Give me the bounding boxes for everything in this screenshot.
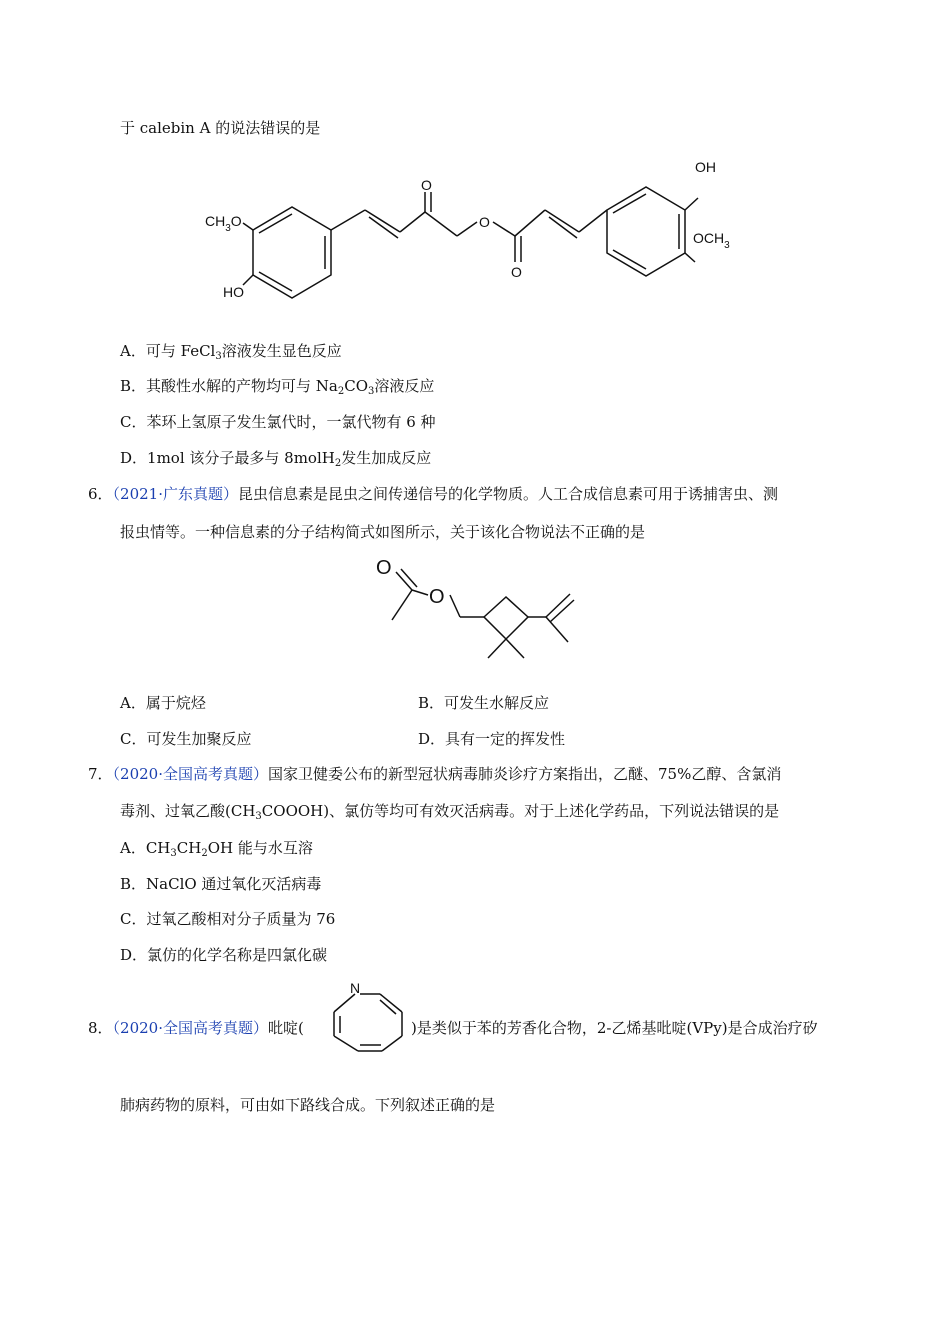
question-source: （2020·全国高考真题） (112, 765, 268, 783)
svg-text:O: O (421, 177, 432, 193)
question-6-stem-line2: 报虫情等。一种信息素的分子结构简式如图所示，关于该化合物说法不正确的是 (120, 523, 646, 541)
question-source: （2021·广东真题） (112, 485, 238, 503)
svg-text:O: O (429, 586, 445, 608)
option-a: A．可与 FeCl$_3$溶液发生显色反应 (120, 342, 342, 362)
option-a: A．$CH_3CH_2OH$ 能与水互溶 (120, 839, 313, 859)
question-7-stem: 7．（2020·全国高考真题）国家卫健委公布的新型冠状病毒肺炎诊疗方案指出，乙醚、75%乙醇、含氯消 (88, 765, 782, 783)
svg-text:OCH3: $OCH_3$ (693, 230, 730, 251)
question-6-stem: 6．（2021·广东真题）昆虫信息素是昆虫之间传递信号的化学物质。人工合成信息素可用于诱捕害虫、测 (88, 485, 779, 503)
question-8-stem: 8．（2020·全国高考真题）吡啶( (88, 1019, 304, 1037)
pheromone-structure (370, 550, 590, 665)
option-c: C．可发生加聚反应 (120, 730, 252, 748)
svg-text:OH: OH (695, 159, 716, 175)
option-a: A．属于烷烃 (120, 694, 206, 712)
question-7-stem-line2: 毒剂、过氧乙酸$(CH_3COOOH)$、氯仿等均可有效灭活病毒。对于上述化学药品，下列说法错误的是 (120, 802, 780, 822)
option-b: B．可发生水解反应 (418, 694, 550, 712)
option-d: D．氯仿的化学名称是四氯化碳 (120, 946, 328, 964)
svg-text:O: O (511, 264, 522, 280)
svg-text:O: O (376, 557, 392, 579)
option-d: D．具有一定的挥发性 (418, 730, 566, 748)
svg-text:O: O (479, 214, 490, 230)
question-intro-text: 于 calebin A 的说法错误的是 (120, 119, 321, 137)
option-d: D．1mol 该分子最多与 8molH$_2$发生加成反应 (120, 449, 432, 469)
option-c: C．过氧乙酸相对分子质量为 76 (120, 910, 336, 928)
option-b: B．其酸性水解的产物均可与 $Na_2CO_3$溶液反应 (120, 377, 435, 397)
svg-text:N: N (350, 980, 361, 996)
option-c: C．苯环上氢原子发生氯代时，一氯代物有 6 种 (120, 413, 436, 431)
pyridine-structure (320, 978, 410, 1060)
svg-text:HO: HO (223, 284, 244, 300)
question-8-stem-line2: 肺病药物的原料，可由如下路线合成。下列叙述正确的是 (120, 1096, 496, 1114)
option-b: B．NaClO 通过氧化灭活病毒 (120, 875, 322, 893)
calebin-a-structure (195, 150, 755, 310)
svg-text:CH3O: $CH_3O$ (205, 213, 242, 234)
question-source: （2020·全国高考真题） (112, 1019, 268, 1037)
question-8-stem-rest: )是类似于苯的芳香化合物，2-乙烯基吡啶(VPy)是合成治疗矽 (411, 1019, 818, 1037)
